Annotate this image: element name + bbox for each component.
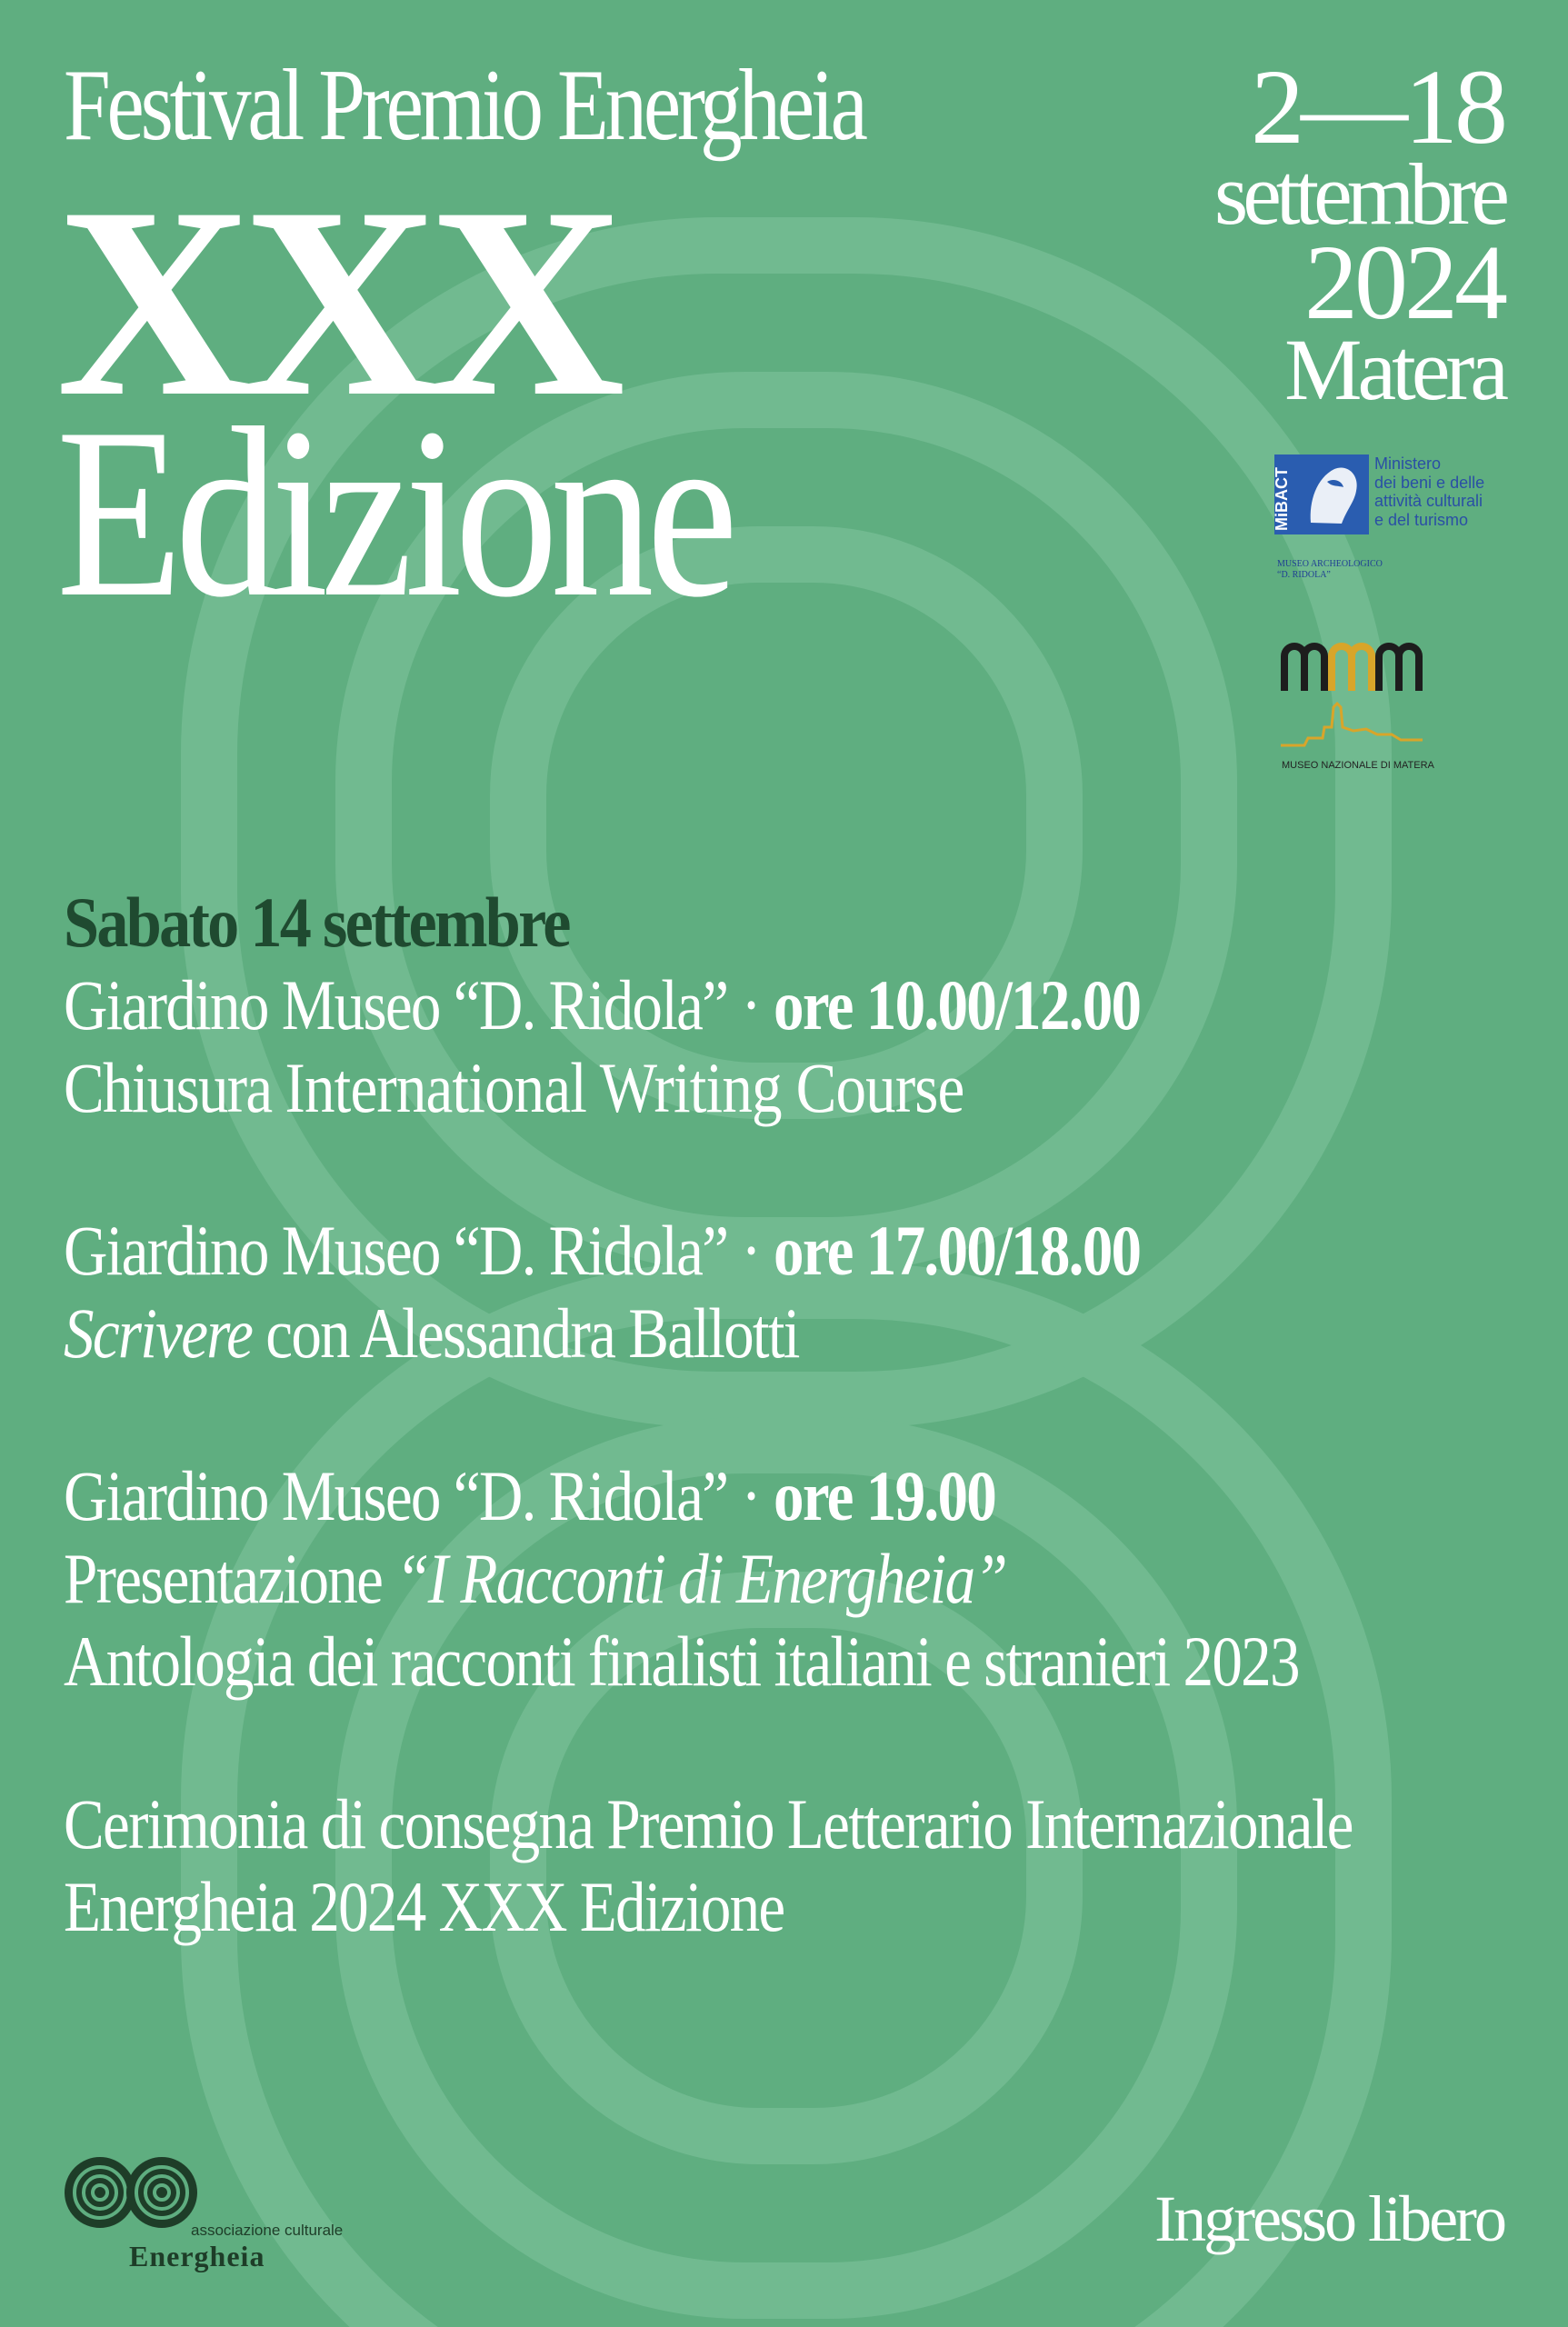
event-time: ore 10.00/12.00 [774, 964, 1141, 1044]
program [64, 882, 1518, 1948]
edition-word: Edizione [56, 377, 731, 647]
mibact-line: Ministero [1374, 454, 1442, 473]
mnm-logo-icon [1277, 636, 1432, 773]
event-title-prefix: Presentazione [64, 1538, 396, 1618]
museum-ridola-label [1277, 559, 1423, 580]
event-title-line [64, 1046, 1314, 1129]
mibact-line: e del turismo [1374, 511, 1469, 530]
mibact-line: attività culturali [1374, 492, 1483, 511]
association-subtitle: associazione culturale [191, 2222, 344, 2239]
event-time: ore 17.00/18.00 [774, 1210, 1141, 1290]
date-range: 2—18 [1251, 47, 1504, 166]
ceremony-line: Cerimonia di consegna Premio Letterario Internazionale [64, 1783, 1353, 1863]
mibact-mark-text: MiBACT [1274, 467, 1291, 531]
energheia-association-logo [64, 2156, 355, 2272]
date-month: settembre [1213, 145, 1504, 244]
festival-dates [1213, 47, 1504, 418]
mnm-caption: MUSEO NAZIONALE DI MATERA [1282, 760, 1434, 771]
mibact-mark-icon [1274, 454, 1369, 534]
event-title-italic: Scrivere [64, 1293, 253, 1373]
date-city: Matera [1284, 320, 1504, 418]
edition-number: XXX [56, 151, 614, 453]
event-title-prefix: Chiusura [64, 1047, 285, 1127]
mibact-text [1374, 454, 1511, 530]
event-title-line [64, 1537, 1314, 1620]
event-venue: Giardino Museo “D. Ridola” · [64, 1210, 774, 1290]
festival-title: Festival Premio Energheia [64, 49, 864, 162]
event-time: ore 19.00 [774, 1455, 996, 1535]
museum-line: “D. RIDOLA” [1277, 569, 1331, 580]
association-name: Energheia [129, 2240, 265, 2272]
mibact-logo [1274, 454, 1506, 536]
event-venue: Giardino Museo “D. Ridola” · [64, 1455, 774, 1535]
event-title-italic: “I Racconti di Energheia” [395, 1538, 1006, 1618]
date-year: 2024 [1304, 222, 1504, 342]
ceremony-line: Energheia 2024 XXX Edizione [64, 1866, 784, 1946]
museum-line: MUSEO ARCHEOLOGICO [1277, 559, 1383, 569]
event-venue-line [64, 964, 1314, 1046]
event-venue-line [64, 1209, 1314, 1292]
event-venue: Giardino Museo “D. Ridola” · [64, 964, 774, 1044]
event-title: International Writing Course [285, 1047, 964, 1127]
free-entry-note: Ingresso libero [1154, 2182, 1504, 2255]
event-title-rest: con Alessandra Ballotti [252, 1293, 799, 1373]
energheia-rings-icon [64, 2156, 200, 2238]
mibact-line: dei beni e delle [1374, 473, 1485, 492]
event-title-line [64, 1292, 1314, 1374]
program-day-heading: Sabato 14 settembre [64, 883, 569, 962]
event-description: Antologia dei racconti finalisti italiani e stranieri 2023 [64, 1621, 1299, 1701]
event-venue-line [64, 1454, 1314, 1537]
